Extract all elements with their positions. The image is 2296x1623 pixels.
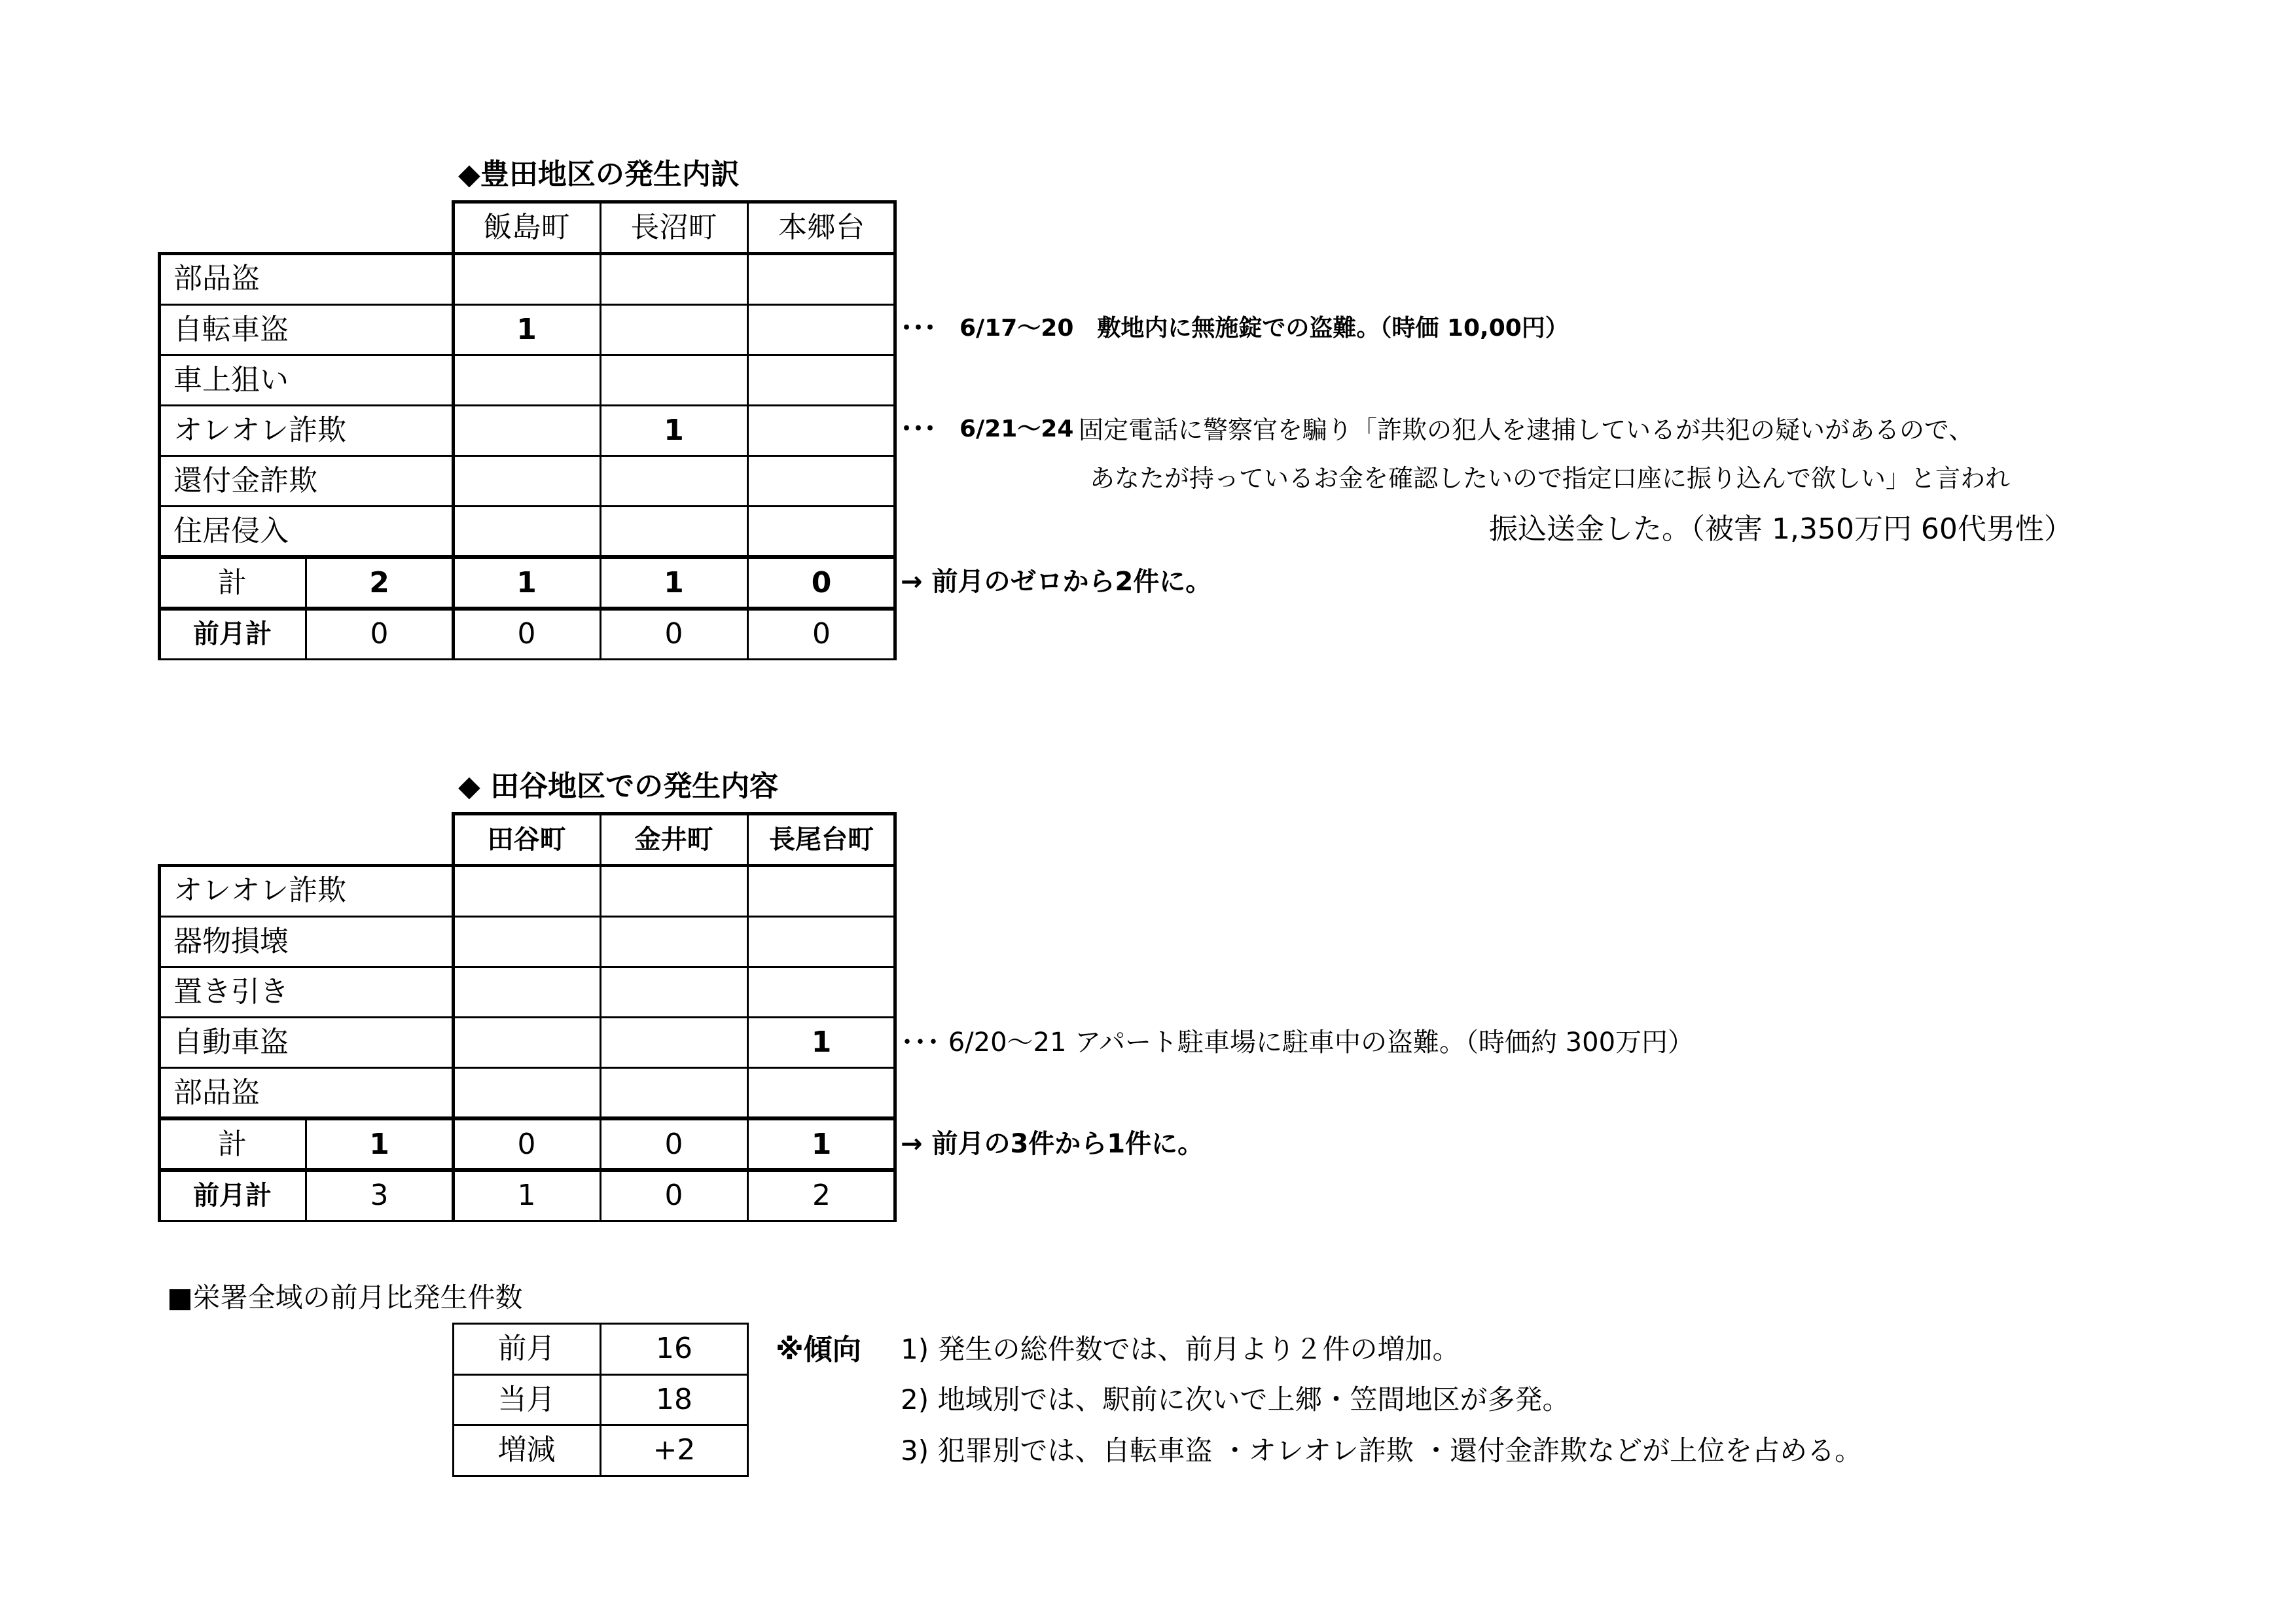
toyota-prev-cell: 0 [664,616,683,651]
grid-line [159,1116,895,1120]
toyota-prev-sum: 0 [370,616,389,651]
grid-line [159,1067,895,1069]
toyota-note-fraud-prefix: ･･･ 6/21～24 [901,416,1074,442]
grid-line [159,555,895,559]
summary-row-label: 前月 [497,1332,556,1365]
grid-line [600,1323,601,1477]
taya-row-label: 器物損壊 [173,924,289,958]
toyota-cell: 1 [516,312,537,346]
taya-total-note: → 前月の3件から1件に。 [901,1129,1204,1159]
grid-line [452,200,455,660]
taya-cell: 1 [811,1025,832,1059]
grid-line [159,916,895,918]
toyota-row-label: 部品盗 [173,262,260,295]
taya-col-header: 田谷町 [487,825,566,855]
summary-row-label: 増減 [497,1433,556,1467]
toyota-total-sum: 2 [369,565,389,599]
grid-line [159,455,895,457]
grid-line [452,812,455,1222]
grid-line [159,864,895,867]
grid-line [453,200,895,204]
toyota-total-cell: 1 [516,565,537,599]
grid-line [600,812,601,1222]
taya-prev-sum: 3 [370,1178,389,1212]
summary-title: ■栄署全域の前月比発生件数 [167,1281,523,1313]
toyota-note-fraud-line1: 固定電話に警察官を騙り「詐欺の犯人を逮捕しているが共犯の疑いがあるので、 [1079,416,1974,444]
grid-line [159,1220,895,1222]
grid-line [159,252,895,255]
grid-line [305,557,307,660]
trend-item: 2) 地域別では、駅前に次いで上郷・笠間地区が多発。 [901,1383,1570,1416]
toyota-col-header: 本郷台 [778,211,865,244]
grid-line [159,607,895,611]
taya-total-cell: 0 [517,1127,536,1161]
taya-total-cell: 0 [664,1127,683,1161]
toyota-total-label: 計 [218,565,247,599]
toyota-row-label: 還付金詐欺 [173,463,317,497]
toyota-cell [453,253,600,304]
toyota-note-fraud-line2: あなたが持っているお金を確認したいので指定口座に振り込んで欲しい」と言われ [1090,464,2011,493]
toyota-row-label: 自転車盗 [173,312,289,346]
taya-row-label: 置き引き [173,974,289,1008]
taya-row-label: オレオレ詐欺 [173,874,346,907]
toyota-cell: 1 [664,413,684,447]
toyota-row-label: 車上狙い [173,363,289,397]
trend-item: 3) 犯罪別では、自転車盗 ・オレオレ詐欺 ・還付金詐欺などが上位を占める。 [901,1435,1863,1467]
toyota-row-label: オレオレ詐欺 [173,413,346,447]
grid-line [158,252,161,660]
grid-line [747,812,749,1222]
taya-title: ◆ 田谷地区での発生内容 [458,770,779,803]
toyota-prev-label: 前月計 [193,618,272,649]
trend-label: ※傾向 [776,1333,861,1366]
grid-line [159,658,895,660]
grid-line [305,1118,307,1222]
grid-line [600,200,601,660]
summary-row-value: 18 [656,1382,692,1416]
toyota-total-note: → 前月のゼロから2件に。 [901,567,1212,597]
grid-line [159,354,895,356]
taya-col-header: 長尾台町 [769,825,874,855]
toyota-note-bicycle: ･･･ 6/17～20 敷地内に無施錠での盗難。（時価 10,00円） [901,315,1569,342]
grid-line [158,864,161,1222]
grid-line [159,505,895,507]
taya-prev-label: 前月計 [193,1180,272,1211]
grid-line [453,812,895,815]
grid-line [893,812,897,1222]
grid-line [747,200,749,660]
grid-line [159,304,895,306]
taya-prev-cell: 1 [517,1178,536,1212]
toyota-row-label: 住居侵入 [173,514,289,548]
grid-line [747,1323,749,1477]
toyota-note-fraud-line3: 振込送金した。（被害 1,350万円 60代男性） [1489,512,2073,546]
taya-row-label: 自動車盗 [173,1025,289,1059]
summary-row-value: +2 [653,1433,696,1467]
toyota-title: ◆豊田地区の発生内訳 [458,158,740,191]
grid-line [452,1323,454,1477]
toyota-prev-cell: 0 [812,616,831,651]
toyota-prev-cell: 0 [517,616,536,651]
toyota-total-cell: 1 [664,565,684,599]
grid-line [159,1016,895,1018]
toyota-col-header: 飯島町 [483,211,570,244]
grid-line [159,1168,895,1172]
grid-line [159,966,895,968]
taya-note-car: ･･･ 6/20～21 アパート駐車場に駐車中の盗難。（時価約 300万円） [901,1027,1695,1058]
grid-line [893,200,897,660]
taya-total-sum: 1 [369,1127,389,1161]
taya-prev-cell: 0 [664,1178,683,1212]
taya-prev-cell: 2 [812,1178,831,1212]
summary-row-label: 当月 [497,1382,556,1416]
toyota-col-header: 長沼町 [630,211,717,244]
trend-item: 1) 発生の総件数では、前月より２件の増加。 [901,1333,1460,1365]
taya-total-label: 計 [218,1127,247,1161]
toyota-total-cell: 0 [811,565,832,599]
taya-col-header: 金井町 [634,825,713,855]
taya-row-label: 部品盗 [173,1076,260,1109]
summary-row-value: 16 [656,1332,692,1365]
taya-total-cell: 1 [811,1127,832,1161]
grid-line [159,404,895,406]
